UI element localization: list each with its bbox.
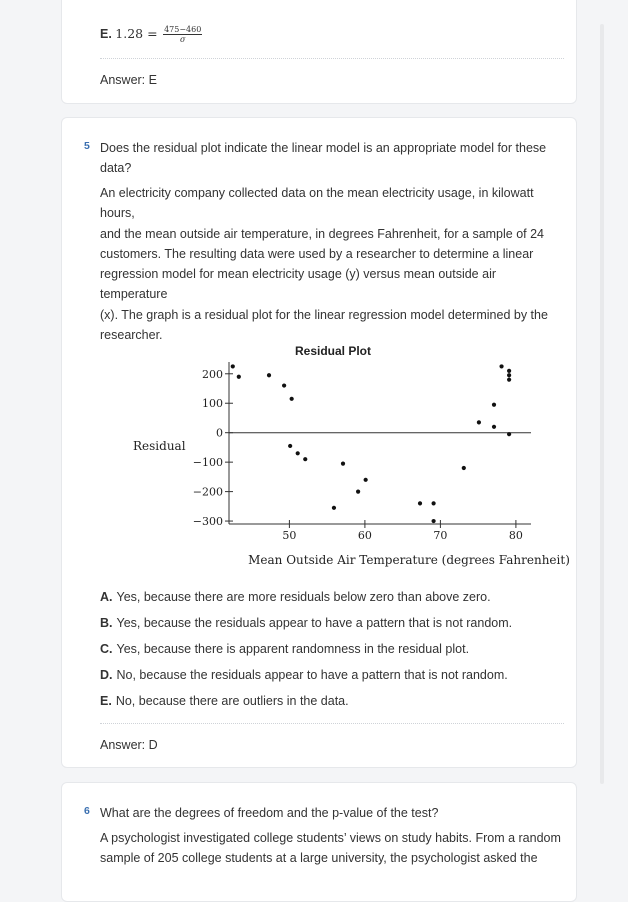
data-point (237, 375, 241, 379)
choice-c[interactable] (100, 642, 469, 656)
data-point (282, 383, 286, 387)
data-point (462, 466, 466, 470)
divider (100, 58, 564, 59)
x-tick-label: 50 (282, 529, 297, 542)
choice-letter: D. (100, 668, 113, 682)
data-point (507, 369, 511, 373)
y-tick-label: −300 (192, 515, 223, 529)
x-tick-label: 80 (508, 529, 523, 542)
divider (100, 723, 564, 724)
data-point (356, 490, 360, 494)
question-line: Does the residual plot indicate the linear model is an appropriate model for these (100, 141, 547, 155)
y-axis-label: Residual (133, 439, 186, 453)
x-tick-label: 70 (433, 529, 448, 542)
answer-text: Answer: E (100, 73, 157, 87)
question-card-6 (61, 782, 577, 902)
context-line: sample of 205 college students at a large university, the psychologist asked the (100, 851, 538, 866)
context-line: An electricity company collected data on the mean electricity usage, in kilowatt hours, (100, 186, 534, 221)
choice-letter: B. (100, 616, 113, 630)
choice-letter: C. (100, 642, 113, 656)
option-e-letter: E. (100, 26, 112, 41)
question-text (100, 138, 566, 179)
context-line: researcher. (100, 328, 163, 343)
y-tick-label: 200 (202, 367, 223, 381)
option-e-equation: 1.28 = (115, 25, 158, 41)
data-point (432, 519, 436, 523)
question-text: What are the degrees of freedom and the p-value of the test? (100, 806, 439, 820)
data-point (303, 457, 307, 461)
data-point (288, 444, 292, 448)
context-line: A psychologist investigated college students’ views on study habits. From a random (100, 831, 561, 845)
fraction-numerator: 475−460 (164, 25, 202, 34)
residual-plot (62, 336, 576, 576)
choice-d[interactable] (100, 668, 508, 682)
context-line: (x). The graph is a residual plot for the linear regression model determined by the (100, 307, 548, 322)
chart-title: Residual Plot (294, 344, 372, 358)
choice-text: No, because the residuals appear to have a pattern that is not random. (116, 668, 508, 682)
scrollbar[interactable] (600, 24, 604, 784)
question-card-4 (61, 0, 577, 104)
data-point (418, 501, 422, 505)
context-line: and the mean outside air temperature, in degrees Fahrenheit, for a sample of 24 (100, 226, 545, 241)
data-point (507, 432, 511, 436)
question-number: 5 (84, 140, 90, 152)
data-point (290, 397, 294, 401)
choice-text: No, because there are outliers in the data. (115, 694, 349, 708)
data-point (296, 451, 300, 455)
data-point (507, 373, 511, 377)
data-point (432, 501, 436, 505)
answer-text: Answer: D (100, 738, 158, 752)
data-point (332, 506, 336, 510)
context-line: regression model for mean electricity usage (y) versus mean outside air temperature (100, 267, 497, 302)
fraction-denominator: σ (179, 35, 186, 44)
x-axis-label: Mean Outside Air Temperature (degrees Fahrenheit) (248, 553, 570, 567)
data-point (507, 378, 511, 382)
option-e-fraction (163, 25, 202, 44)
choice-b[interactable] (100, 616, 512, 630)
choice-letter: E. (100, 694, 112, 708)
choice-text: Yes, because there are more residuals below zero than above zero. (116, 590, 491, 604)
data-point (477, 420, 481, 424)
choice-text: Yes, because there is apparent randomness in the residual plot. (116, 642, 470, 656)
context-line: customers. The resulting data were used by a researcher to determine a linear (100, 246, 534, 261)
y-tick-label: 100 (202, 397, 223, 411)
choice-text: Yes, because the residuals appear to have a pattern that is not random. (116, 616, 513, 630)
data-point (492, 403, 496, 407)
question-context (100, 183, 566, 345)
chart-axes (193, 362, 531, 542)
x-tick-label: 60 (357, 529, 372, 542)
data-point (499, 364, 503, 368)
data-point (341, 462, 345, 466)
choice-letter: A. (100, 590, 113, 604)
choice-a[interactable] (100, 590, 491, 604)
question-card-5 (61, 117, 577, 768)
data-point (267, 373, 271, 377)
chart-points (231, 364, 512, 523)
choice-e[interactable] (100, 694, 349, 708)
data-point (492, 425, 496, 429)
question-number: 6 (84, 805, 90, 817)
data-point (364, 478, 368, 482)
question-context (100, 828, 566, 869)
option-e[interactable] (100, 25, 202, 44)
y-tick-label: −100 (192, 456, 223, 470)
question-line: data? (100, 161, 132, 176)
y-tick-label: −200 (192, 485, 223, 499)
y-tick-label: 0 (216, 426, 223, 440)
data-point (231, 364, 235, 368)
